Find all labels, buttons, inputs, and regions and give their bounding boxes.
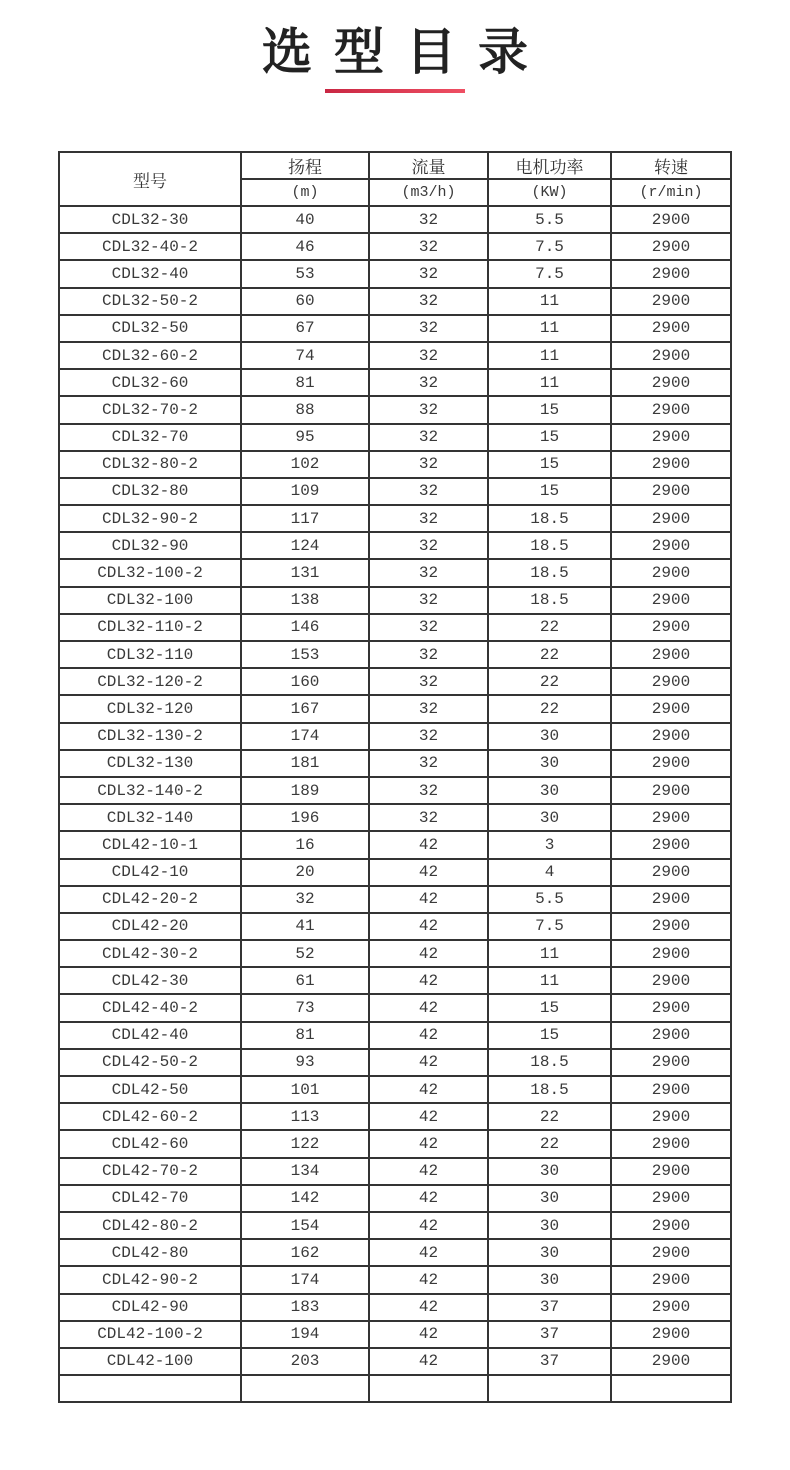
table-row (59, 668, 731, 695)
table-cell: 2900 (611, 451, 731, 478)
table-cell: 30 (488, 1239, 611, 1266)
table-cell: CDL42-100 (59, 1348, 241, 1375)
table-cell: 32 (369, 587, 488, 614)
table-cell: 15 (488, 478, 611, 505)
table-row (59, 1348, 731, 1375)
table-cell: 15 (488, 424, 611, 451)
table-cell: 42 (369, 1022, 488, 1049)
table-cell: 2900 (611, 886, 731, 913)
table-cell: 2900 (611, 1294, 731, 1321)
table-cell: 2900 (611, 668, 731, 695)
table-cell: 46 (241, 233, 369, 260)
table-cell: 2900 (611, 559, 731, 586)
table-cell: 42 (369, 1348, 488, 1375)
table-cell: 42 (369, 1239, 488, 1266)
table-cell: 32 (369, 288, 488, 315)
table-cell: 32 (369, 559, 488, 586)
table-cell: 11 (488, 315, 611, 342)
table-cell: 2900 (611, 1239, 731, 1266)
table-cell (369, 1375, 488, 1402)
title-block (0, 0, 790, 93)
table-row (59, 1049, 731, 1076)
table-cell: CDL32-70 (59, 424, 241, 451)
table-body (59, 206, 731, 1402)
table-cell: 138 (241, 587, 369, 614)
table-cell: 30 (488, 1185, 611, 1212)
table-cell: 11 (488, 369, 611, 396)
table-cell: 42 (369, 913, 488, 940)
table-cell: 2900 (611, 750, 731, 777)
table-cell: 2900 (611, 777, 731, 804)
table-cell: CDL32-60-2 (59, 342, 241, 369)
table-cell: 42 (369, 1130, 488, 1157)
table-cell: 16 (241, 831, 369, 858)
table-cell: 134 (241, 1158, 369, 1185)
table-row (59, 559, 731, 586)
table-cell: 42 (369, 940, 488, 967)
table-cell: 32 (369, 206, 488, 233)
table-cell: CDL32-80-2 (59, 451, 241, 478)
table-cell: 153 (241, 641, 369, 668)
table-cell: CDL32-70-2 (59, 396, 241, 423)
table-cell: CDL42-10-1 (59, 831, 241, 858)
table-cell: 18.5 (488, 505, 611, 532)
table-cell: CDL32-60 (59, 369, 241, 396)
col-unit-flow: (m3/h) (369, 179, 488, 206)
table-cell: 32 (369, 342, 488, 369)
table-cell: 2900 (611, 859, 731, 886)
table-header (59, 152, 731, 206)
table-row (59, 505, 731, 532)
table-cell: 183 (241, 1294, 369, 1321)
table-row (59, 777, 731, 804)
table-cell: 30 (488, 723, 611, 750)
table-cell: 2900 (611, 424, 731, 451)
table-row (59, 886, 731, 913)
table-cell: 32 (369, 424, 488, 451)
col-header-model: 型号 (59, 152, 241, 206)
table-cell: 30 (488, 777, 611, 804)
table-cell: CDL42-90-2 (59, 1266, 241, 1293)
table-cell: 32 (369, 478, 488, 505)
table-cell: 22 (488, 668, 611, 695)
table-cell: CDL42-60 (59, 1130, 241, 1157)
table-cell: 22 (488, 1130, 611, 1157)
table-cell: 2900 (611, 1185, 731, 1212)
table-cell: 32 (369, 641, 488, 668)
table-cell: 88 (241, 396, 369, 423)
table-cell: 2900 (611, 614, 731, 641)
table-cell: 42 (369, 1321, 488, 1348)
selection-table (58, 151, 732, 1403)
table-cell: CDL42-40-2 (59, 994, 241, 1021)
table-cell: 203 (241, 1348, 369, 1375)
table-cell: CDL42-30-2 (59, 940, 241, 967)
table-row (59, 614, 731, 641)
table-cell: 32 (369, 369, 488, 396)
table-cell: CDL42-70 (59, 1185, 241, 1212)
col-unit-power: (KW) (488, 179, 611, 206)
table-cell: 3 (488, 831, 611, 858)
table-cell: 2900 (611, 260, 731, 287)
table-cell: 32 (369, 451, 488, 478)
table-cell: 2900 (611, 967, 731, 994)
table-cell: 37 (488, 1294, 611, 1321)
table-cell: 181 (241, 750, 369, 777)
table-cell: 18.5 (488, 1049, 611, 1076)
table-cell: 32 (369, 695, 488, 722)
table-cell: 2900 (611, 641, 731, 668)
table-row (59, 396, 731, 423)
table-row (59, 967, 731, 994)
table-cell: 74 (241, 342, 369, 369)
table-cell: 95 (241, 424, 369, 451)
table-cell: 11 (488, 940, 611, 967)
table-cell: CDL32-90 (59, 532, 241, 559)
table-cell: 67 (241, 315, 369, 342)
table-cell: 42 (369, 1158, 488, 1185)
table-row (59, 315, 731, 342)
table-row (59, 233, 731, 260)
table-row (59, 206, 731, 233)
table-cell: 42 (369, 1266, 488, 1293)
table-row (59, 804, 731, 831)
table-cell: 194 (241, 1321, 369, 1348)
col-header-head: 扬程 (241, 152, 369, 179)
col-unit-speed: (r/min) (611, 179, 731, 206)
table-row-partial (59, 1375, 731, 1402)
table-cell: 2900 (611, 1348, 731, 1375)
table-cell: 7.5 (488, 913, 611, 940)
table-cell: 42 (369, 859, 488, 886)
table-cell: CDL42-100-2 (59, 1321, 241, 1348)
table-cell: 42 (369, 1185, 488, 1212)
table-cell: 122 (241, 1130, 369, 1157)
table-cell: 4 (488, 859, 611, 886)
table-cell: 32 (369, 668, 488, 695)
table-cell: 2900 (611, 940, 731, 967)
table-cell: 11 (488, 342, 611, 369)
table-cell: 30 (488, 1212, 611, 1239)
table-row (59, 913, 731, 940)
table-row (59, 369, 731, 396)
table-cell: 30 (488, 1266, 611, 1293)
col-unit-head: (m) (241, 179, 369, 206)
table-cell: 60 (241, 288, 369, 315)
table-cell: 30 (488, 804, 611, 831)
table-row (59, 723, 731, 750)
table-cell: 2900 (611, 206, 731, 233)
table-row (59, 831, 731, 858)
table-cell: 7.5 (488, 260, 611, 287)
table-cell: CDL42-50 (59, 1076, 241, 1103)
table-cell (488, 1375, 611, 1402)
table-cell: 41 (241, 913, 369, 940)
table-cell: 15 (488, 396, 611, 423)
table-cell: 53 (241, 260, 369, 287)
table-row (59, 1103, 731, 1130)
table-cell: 32 (369, 614, 488, 641)
table-cell: 32 (369, 233, 488, 260)
table-cell: 18.5 (488, 532, 611, 559)
table-cell: CDL32-40 (59, 260, 241, 287)
table-row (59, 342, 731, 369)
title-underline (325, 89, 465, 93)
table-cell: 52 (241, 940, 369, 967)
table-cell: 174 (241, 723, 369, 750)
table-cell: 15 (488, 1022, 611, 1049)
table-cell: 2900 (611, 994, 731, 1021)
table-row (59, 1185, 731, 1212)
table-cell: 196 (241, 804, 369, 831)
table-cell: 18.5 (488, 587, 611, 614)
table-cell: CDL42-80 (59, 1239, 241, 1266)
table-cell: CDL32-110 (59, 641, 241, 668)
table-cell: 20 (241, 859, 369, 886)
table-row (59, 1022, 731, 1049)
table-row (59, 1130, 731, 1157)
table-cell: 167 (241, 695, 369, 722)
table-cell: 2900 (611, 723, 731, 750)
table-cell: 42 (369, 886, 488, 913)
table-cell: CDL42-10 (59, 859, 241, 886)
page-title: 选型目录 (262, 24, 550, 80)
table-cell: 42 (369, 1049, 488, 1076)
table-cell: CDL42-70-2 (59, 1158, 241, 1185)
table-cell: CDL42-20-2 (59, 886, 241, 913)
table-row (59, 940, 731, 967)
table-cell: CDL42-20 (59, 913, 241, 940)
table-cell: CDL32-80 (59, 478, 241, 505)
table-cell: 2900 (611, 695, 731, 722)
table-cell: 73 (241, 994, 369, 1021)
table-row (59, 1239, 731, 1266)
table-cell: 2900 (611, 1212, 731, 1239)
table-cell: 5.5 (488, 886, 611, 913)
table-cell: 30 (488, 1158, 611, 1185)
table-row (59, 288, 731, 315)
table-cell: 30 (488, 750, 611, 777)
table-cell: 101 (241, 1076, 369, 1103)
table-cell: 32 (369, 396, 488, 423)
table-cell: 32 (369, 804, 488, 831)
table-cell: 22 (488, 614, 611, 641)
table-cell (59, 1375, 241, 1402)
table-cell: 7.5 (488, 233, 611, 260)
table-cell (241, 1375, 369, 1402)
table-row (59, 750, 731, 777)
table-cell: 18.5 (488, 559, 611, 586)
table-cell: 174 (241, 1266, 369, 1293)
table-cell: CDL32-140-2 (59, 777, 241, 804)
table-cell: CDL32-110-2 (59, 614, 241, 641)
table-cell: CDL42-30 (59, 967, 241, 994)
table-cell: 162 (241, 1239, 369, 1266)
table-row (59, 260, 731, 287)
table-cell: 22 (488, 1103, 611, 1130)
table-cell: 2900 (611, 478, 731, 505)
table-row (59, 451, 731, 478)
table-cell: 42 (369, 967, 488, 994)
table-row (59, 587, 731, 614)
table-cell: CDL32-120 (59, 695, 241, 722)
col-header-speed: 转速 (611, 152, 731, 179)
table-cell: 2900 (611, 1103, 731, 1130)
table-cell: 32 (369, 777, 488, 804)
table-cell: 142 (241, 1185, 369, 1212)
table-cell: 37 (488, 1321, 611, 1348)
table-cell: CDL32-130 (59, 750, 241, 777)
table-cell: 32 (369, 532, 488, 559)
table-cell: 2900 (611, 1130, 731, 1157)
table-cell: 42 (369, 1212, 488, 1239)
table-cell: 15 (488, 994, 611, 1021)
table-cell: CDL42-50-2 (59, 1049, 241, 1076)
table-cell: 32 (369, 505, 488, 532)
table-cell: CDL32-100-2 (59, 559, 241, 586)
table-cell: 2900 (611, 288, 731, 315)
table-cell: 2900 (611, 342, 731, 369)
table-cell: 124 (241, 532, 369, 559)
col-header-power: 电机功率 (488, 152, 611, 179)
table-row (59, 1158, 731, 1185)
table-cell: CDL32-30 (59, 206, 241, 233)
table-cell: CDL42-80-2 (59, 1212, 241, 1239)
table-cell: CDL32-120-2 (59, 668, 241, 695)
table-cell: CDL32-50 (59, 315, 241, 342)
table-cell: 22 (488, 641, 611, 668)
table-cell: 2900 (611, 913, 731, 940)
table-cell: 2900 (611, 587, 731, 614)
table-cell: 42 (369, 831, 488, 858)
table-row (59, 532, 731, 559)
table-cell: 2900 (611, 1158, 731, 1185)
table-cell: 37 (488, 1348, 611, 1375)
table-cell: 102 (241, 451, 369, 478)
table-row (59, 1321, 731, 1348)
table-cell: 32 (241, 886, 369, 913)
table-cell: 2900 (611, 233, 731, 260)
table-cell: CDL42-40 (59, 1022, 241, 1049)
table-cell: 2900 (611, 804, 731, 831)
table-row (59, 641, 731, 668)
table-row (59, 859, 731, 886)
table-row (59, 1212, 731, 1239)
table-row (59, 994, 731, 1021)
table-cell: CDL42-60-2 (59, 1103, 241, 1130)
table-cell: 2900 (611, 505, 731, 532)
table-cell: 2900 (611, 831, 731, 858)
table-cell: 32 (369, 750, 488, 777)
table-cell: 2900 (611, 396, 731, 423)
table-row (59, 1266, 731, 1293)
table-cell: 42 (369, 1103, 488, 1130)
table-row (59, 424, 731, 451)
table-cell: 81 (241, 1022, 369, 1049)
table-cell: 2900 (611, 1321, 731, 1348)
table-cell: CDL42-90 (59, 1294, 241, 1321)
table-cell: 61 (241, 967, 369, 994)
table-cell: 40 (241, 206, 369, 233)
table-cell: CDL32-130-2 (59, 723, 241, 750)
table-cell: 117 (241, 505, 369, 532)
table-cell: 32 (369, 315, 488, 342)
table-cell: 2900 (611, 1266, 731, 1293)
table-cell: 189 (241, 777, 369, 804)
table-cell: 5.5 (488, 206, 611, 233)
table-cell (611, 1375, 731, 1402)
table-cell: 2900 (611, 369, 731, 396)
table-cell: CDL32-140 (59, 804, 241, 831)
table-cell: 93 (241, 1049, 369, 1076)
table-cell: CDL32-90-2 (59, 505, 241, 532)
table-cell: 160 (241, 668, 369, 695)
table-cell: 2900 (611, 1022, 731, 1049)
table-row (59, 1294, 731, 1321)
table-cell: 18.5 (488, 1076, 611, 1103)
col-header-flow: 流量 (369, 152, 488, 179)
table-row (59, 478, 731, 505)
table-row (59, 1076, 731, 1103)
table-cell: 42 (369, 994, 488, 1021)
table-row (59, 695, 731, 722)
table-cell: 113 (241, 1103, 369, 1130)
table-cell: 2900 (611, 532, 731, 559)
table-cell: 42 (369, 1294, 488, 1321)
table-cell: 11 (488, 967, 611, 994)
table-cell: 131 (241, 559, 369, 586)
table-cell: 2900 (611, 315, 731, 342)
table-cell: 32 (369, 260, 488, 287)
table-cell: 2900 (611, 1049, 731, 1076)
table-cell: 81 (241, 369, 369, 396)
table-cell: 109 (241, 478, 369, 505)
table-cell: 2900 (611, 1076, 731, 1103)
table-cell: 15 (488, 451, 611, 478)
table-cell: CDL32-40-2 (59, 233, 241, 260)
table-cell: CDL32-50-2 (59, 288, 241, 315)
table-cell: 154 (241, 1212, 369, 1239)
table-cell: CDL32-100 (59, 587, 241, 614)
table-cell: 42 (369, 1076, 488, 1103)
header-row-labels (59, 152, 731, 179)
table-cell: 11 (488, 288, 611, 315)
table-cell: 22 (488, 695, 611, 722)
table-cell: 146 (241, 614, 369, 641)
table-cell: 32 (369, 723, 488, 750)
